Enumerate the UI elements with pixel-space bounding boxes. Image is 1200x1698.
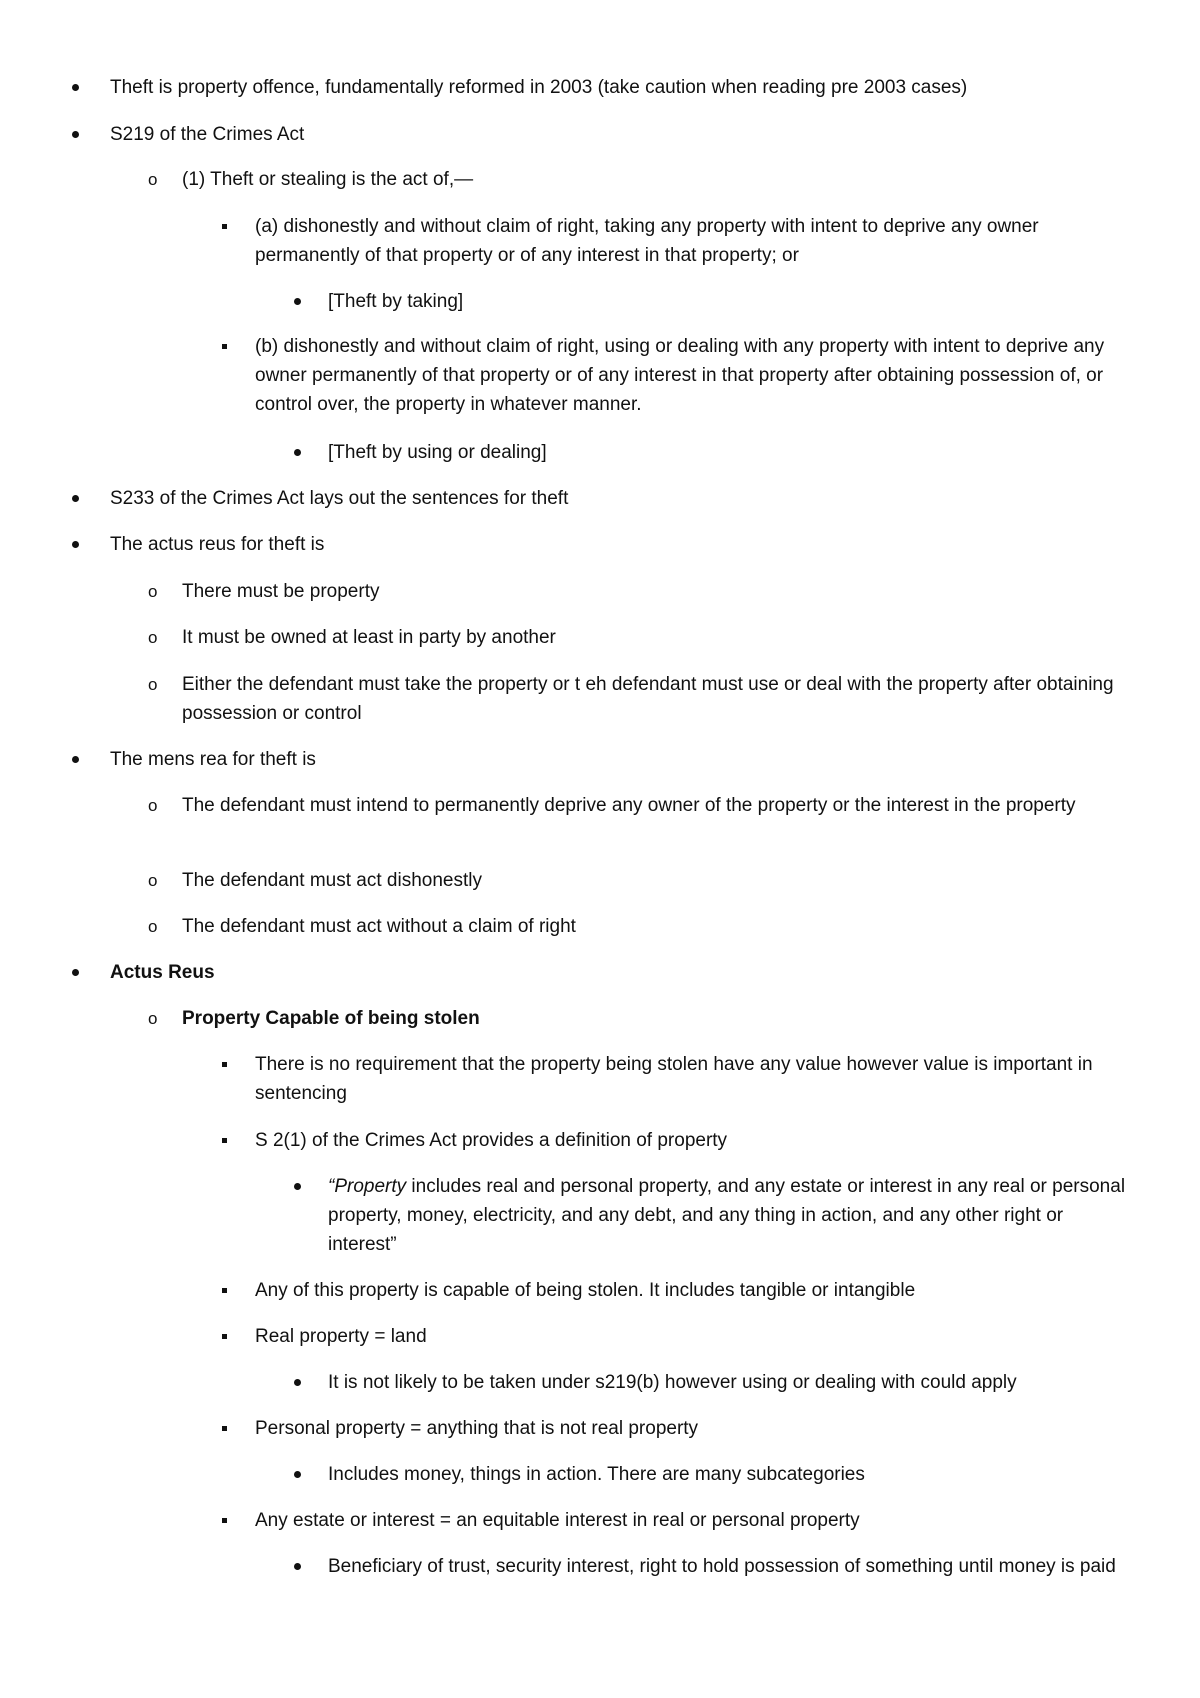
circle-marker: o bbox=[148, 582, 158, 601]
bullet-marker bbox=[294, 449, 301, 456]
list-item-text: Includes money, things in action. There are many subcategories bbox=[328, 1464, 865, 1485]
list-item-text: There must be property bbox=[182, 581, 380, 602]
square-marker bbox=[222, 1518, 227, 1523]
list-item-text: Any estate or interest = an equitable interest in real or personal property bbox=[255, 1510, 860, 1531]
list-item-text: S219 of the Crimes Act bbox=[110, 124, 305, 145]
list-item-text: (a) dishonestly and without claim of right, taking any property with intent to deprive any owner permanently of that property or of any interest in that property; or bbox=[255, 216, 1039, 266]
bullet-marker bbox=[294, 1183, 301, 1190]
square-marker bbox=[222, 1334, 227, 1339]
bullet-marker bbox=[294, 1379, 301, 1386]
list-item-text: Real property = land bbox=[255, 1326, 427, 1347]
list-item-text: Beneficiary of trust, security interest, right to hold possession of something until money is paid bbox=[328, 1556, 1116, 1577]
list-item-text: S233 of the Crimes Act lays out the sentences for theft bbox=[110, 488, 569, 509]
list-item-text: Theft is property offence, fundamentally reformed in 2003 (take caution when reading pre 2003 cases) bbox=[110, 77, 968, 98]
list-item-text: Any of this property is capable of being stolen. It includes tangible or intangible bbox=[255, 1280, 916, 1301]
list-item-text: S 2(1) of the Crimes Act provides a definition of property bbox=[255, 1130, 728, 1151]
list-item-text: The defendant must intend to permanently deprive any owner of the property or the interest in the property bbox=[182, 795, 1076, 816]
list-item-text: The defendant must act without a claim of right bbox=[182, 916, 576, 937]
circle-marker: o bbox=[148, 1009, 158, 1028]
bullet-marker bbox=[72, 541, 79, 548]
list-item-text: It must be owned at least in party by another bbox=[182, 627, 556, 648]
list-item-text: The defendant must act dishonestly bbox=[182, 870, 482, 891]
bullet-marker bbox=[72, 969, 79, 976]
square-marker bbox=[222, 1138, 227, 1143]
list-item-text: The actus reus for theft is bbox=[110, 534, 325, 555]
list-item-text: (1) Theft or stealing is the act of,— bbox=[182, 169, 474, 190]
circle-marker: o bbox=[148, 628, 158, 647]
square-marker bbox=[222, 1288, 227, 1293]
bullet-marker bbox=[72, 756, 79, 763]
circle-marker: o bbox=[148, 170, 158, 189]
bullet-marker bbox=[72, 84, 79, 91]
bullet-marker bbox=[72, 495, 79, 502]
square-marker bbox=[222, 1062, 227, 1067]
circle-marker: o bbox=[148, 675, 158, 694]
square-marker bbox=[222, 344, 227, 349]
list-item-text: Either the defendant must take the property or t eh defendant must use or deal with the property after obtaining possession or control bbox=[182, 674, 1114, 724]
list-item-text: (b) dishonestly and without claim of right, using or dealing with any property with intent to deprive any owner permanently of that property or of any interest in that property after obtaining possession of, or control over, the property in whatever manner. bbox=[255, 336, 1105, 415]
bullet-marker bbox=[294, 298, 301, 305]
circle-marker: o bbox=[148, 871, 158, 890]
list-item-text: [Theft by taking] bbox=[328, 291, 464, 312]
quoted-definition: “Property includes real and personal property, and any estate or interest in any real or personal property, money, electricity, and any debt, and any thing in action, and any other right or interest” bbox=[328, 1176, 1126, 1255]
list-item-text: Personal property = anything that is not real property bbox=[255, 1418, 699, 1439]
circle-marker: o bbox=[148, 796, 158, 815]
section-heading: Actus Reus bbox=[110, 962, 215, 983]
circle-marker: o bbox=[148, 917, 158, 936]
list-item-text: The mens rea for theft is bbox=[110, 749, 316, 770]
square-marker bbox=[222, 1426, 227, 1431]
subsection-heading: Property Capable of being stolen bbox=[182, 1008, 480, 1029]
list-item-text: It is not likely to be taken under s219(b) however using or dealing with could apply bbox=[328, 1372, 1017, 1393]
list-item-text: There is no requirement that the property being stolen have any value however value is important in sentencing bbox=[255, 1054, 1093, 1104]
quote-prefix: “Property bbox=[328, 1176, 407, 1197]
bullet-marker bbox=[294, 1471, 301, 1478]
bullet-marker bbox=[294, 1563, 301, 1570]
list-item-text: [Theft by using or dealing] bbox=[328, 442, 547, 463]
bullet-marker bbox=[72, 131, 79, 138]
square-marker bbox=[222, 224, 227, 229]
